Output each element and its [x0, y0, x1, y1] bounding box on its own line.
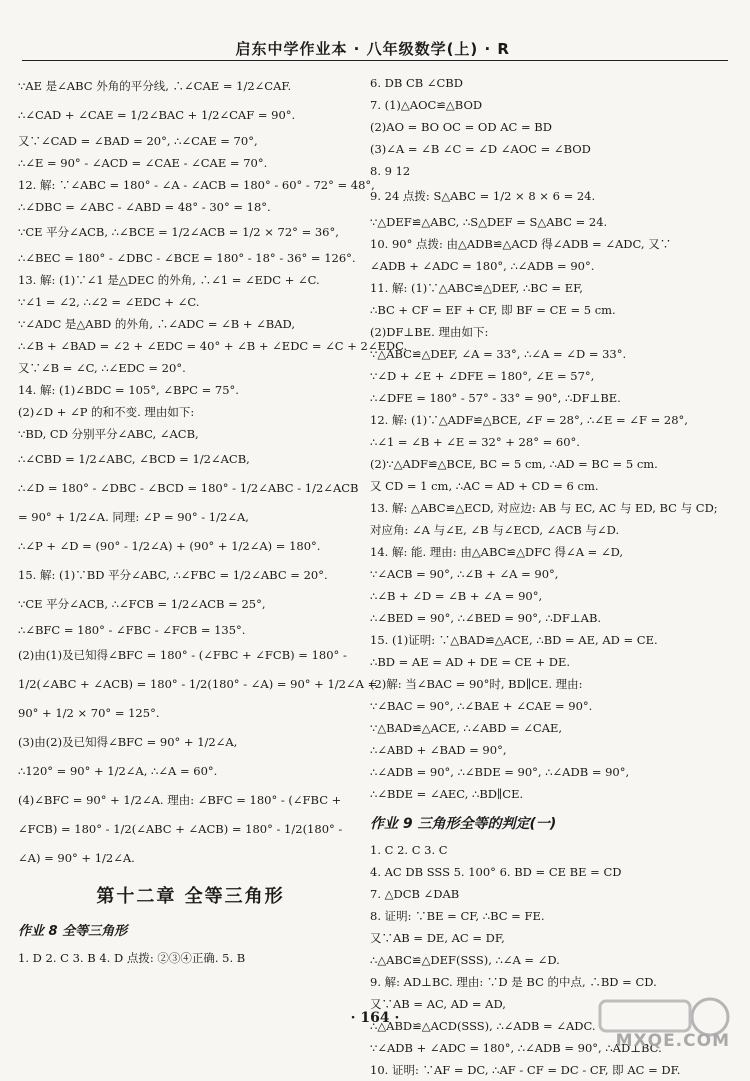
- answer-line: 15. (1)证明: ∵△BAD≌△ACE, ∴BD = AE, AD = CE.: [370, 633, 658, 647]
- answer-line: = 90° + 1/2∠A. 同理: ∠P = 90° - 1/2∠A,: [18, 510, 249, 524]
- answer-line: 10. 90° 点拨: 由△ADB≌△ACD 得∠ADB = ∠ADC, 又∵: [370, 237, 672, 251]
- header-title: 启东中学作业本 · 八年级数学(上) · R: [235, 40, 510, 58]
- answer-line: 10. 证明: ∵AF = DC, ∴AF - CF = DC - CF, 即 AC = DF.: [370, 1063, 681, 1077]
- answer-line: ∴∠B + ∠D = ∠B + ∠A = 90°,: [370, 589, 543, 603]
- right-column: [370, 72, 730, 1081]
- answer-line: 4. AC DB SSS 5. 100° 6. BD = CE BE = CD: [370, 865, 622, 879]
- answer-line: (2)AO = BO OC = OD AC = BD: [370, 120, 552, 134]
- answer-line: ∵AE 是∠ABC 外角的平分线, ∴∠CAE = 1/2∠CAF.: [18, 79, 292, 93]
- answer-line: 8. 证明: ∵BE = CF, ∴BC = FE.: [370, 909, 545, 923]
- page-number: · 164 ·: [350, 1010, 400, 1026]
- answer-line: ∵∠ADC 是△ABD 的外角, ∴∠ADC = ∠B + ∠BAD,: [18, 317, 296, 331]
- answer-line: 11. 解: (1)∵△ABC≌△DEF, ∴BC = EF,: [370, 281, 583, 295]
- answer-line: ∵CE 平分∠ACB, ∴∠BCE = 1/2∠ACB = 1/2 × 72° = 36°,: [18, 225, 339, 239]
- answer-line: ∴∠P + ∠D = (90° - 1/2∠A) + (90° + 1/2∠A) = 180°.: [18, 539, 321, 553]
- answer-line: ∵BD, CD 分别平分∠ABC, ∠ACB,: [18, 427, 199, 441]
- answer-line: ∴∠1 = ∠B + ∠E = 32° + 28° = 60°.: [370, 435, 580, 449]
- answer-line: 又∵AB = AC, AD = AD,: [370, 997, 506, 1011]
- answer-line: ∵∠D + ∠E + ∠DFE = 180°, ∠E = 57°,: [370, 369, 595, 383]
- answer-line: ∠FCB) = 180° - 1/2(∠ABC + ∠ACB) = 180° - 1/2(180° -: [18, 822, 343, 836]
- answer-line: 14. 解: (1)∠BDC = 105°, ∠BPC = 75°.: [18, 383, 239, 397]
- answer-line: 15. 解: (1)∵BD 平分∠ABC, ∴∠FBC = 1/2∠ABC = 20°.: [18, 568, 328, 582]
- answer-line: (2)由(1)及已知得∠BFC = 180° - (∠FBC + ∠FCB) = 180° -: [18, 648, 347, 662]
- section-8-title: 作业 8 全等三角形: [18, 924, 128, 939]
- answer-line: ∵CE 平分∠ACB, ∴∠FCB = 1/2∠ACB = 25°,: [18, 597, 266, 611]
- answer-line: 12. 解: ∵∠ABC = 180° - ∠A - ∠ACB = 180° - 60° - 72° = 48°,: [18, 178, 375, 192]
- answer-line: 1/2(∠ABC + ∠ACB) = 180° - 1/2(180° - ∠A) = 90° + 1/2∠A =: [18, 677, 378, 691]
- answer-line: ∴∠BDE = ∠AEC, ∴BD∥CE.: [370, 787, 524, 801]
- answer-line: ∠A) = 90° + 1/2∠A.: [18, 851, 135, 865]
- answer-line: ∵∠ADB + ∠ADC = 180°, ∴∠ADB = 90°, ∴AD⊥BC.: [370, 1041, 662, 1055]
- answer-line: (2)DF⊥BE. 理由如下:: [370, 325, 489, 339]
- answer-line: 9. 24 点拨: S△ABC = 1/2 × 8 × 6 = 24.: [370, 189, 596, 203]
- section-8-answers: 1. D 2. C 3. B 4. D 点拨: ②③④正确. 5. B: [18, 951, 246, 965]
- answer-line: ∴∠BFC = 180° - ∠FBC - ∠FCB = 135°.: [18, 623, 246, 637]
- answer-line: ∴120° = 90° + 1/2∠A, ∴∠A = 60°.: [18, 764, 218, 778]
- watermark-logo: [570, 995, 740, 1053]
- answer-line: 对应角: ∠A 与∠E, ∠B 与∠ECD, ∠ACB 与∠D.: [370, 523, 620, 537]
- answer-line: 6. DB CB ∠CBD: [370, 76, 463, 90]
- answer-line: 12. 解: (1)∵△ADF≌△BCE, ∠F = 28°, ∴∠E = ∠F = 28°,: [370, 413, 688, 427]
- answer-line: ∴∠DBC = ∠ABC - ∠ABD = 48° - 30° = 18°.: [18, 200, 271, 214]
- answer-line: 14. 解: 能. 理由: 由△ABC≌△DFC 得∠A = ∠D,: [370, 545, 624, 559]
- answer-line: (3)由(2)及已知得∠BFC = 90° + 1/2∠A,: [18, 735, 238, 749]
- answer-line: 7. (1)△AOC≌△BOD: [370, 98, 483, 112]
- answer-line: ∵△DEF≌△ABC, ∴S△DEF = S△ABC = 24.: [370, 215, 608, 229]
- page-header: [0, 0, 750, 62]
- answer-line: 又∵AB = DE, AC = DF,: [370, 931, 505, 945]
- chapter-title: 第十二章 全等三角形: [96, 886, 285, 907]
- answer-line: ∴∠BED = 90°, ∴∠BED = 90°, ∴DF⊥AB.: [370, 611, 602, 625]
- answer-line: (2)∠D + ∠P 的和不变. 理由如下:: [18, 405, 195, 419]
- header-rule: [22, 60, 728, 61]
- answer-line: ∴∠E = 90° - ∠ACD = ∠CAE - ∠CAE = 70°.: [18, 156, 268, 170]
- section-9-title: 作业 9 三角形全等的判定(一): [370, 816, 557, 832]
- answer-line: ∴BD = AE = AD + DE = CE + DE.: [370, 655, 571, 669]
- answer-line: ∴∠ABD + ∠BAD = 90°,: [370, 743, 507, 757]
- answer-line: ∴∠ADB = 90°, ∴∠BDE = 90°, ∴∠ADB = 90°,: [370, 765, 630, 779]
- answer-line: 7. △DCB ∠DAB: [370, 887, 460, 901]
- answer-line: ∴∠CAD + ∠CAE = 1/2∠BAC + 1/2∠CAF = 90°.: [18, 108, 296, 122]
- answer-line: ∵△ABC≌△DEF, ∠A = 33°, ∴∠A = ∠D = 33°.: [370, 347, 627, 361]
- answer-line: 又 CD = 1 cm, ∴AC = AD + CD = 6 cm.: [370, 479, 599, 493]
- answer-line: (3)∠A = ∠B ∠C = ∠D ∠AOC = ∠BOD: [370, 142, 591, 156]
- answer-line: ∴BC + CF = EF + CF, 即 BF = CE = 5 cm.: [370, 303, 616, 317]
- answer-line: ∴∠DFE = 180° - 57° - 33° = 90°, ∴DF⊥BE.: [370, 391, 621, 405]
- right-answer-lines: [370, 72, 730, 805]
- answer-line: ∵∠ACB = 90°, ∴∠B + ∠A = 90°,: [370, 567, 559, 581]
- answer-line: (4)∠BFC = 90° + 1/2∠A. 理由: ∠BFC = 180° - (∠FBC +: [18, 793, 342, 807]
- answer-line: ∴∠CBD = 1/2∠ABC, ∠BCD = 1/2∠ACB,: [18, 452, 250, 466]
- answer-line: 又∵∠B = ∠C, ∴∠EDC = 20°.: [18, 361, 186, 375]
- answer-line: 13. 解: (1)∵∠1 是△DEC 的外角, ∴∠1 = ∠EDC + ∠C.: [18, 273, 320, 287]
- answer-line: ∵∠1 = ∠2, ∴∠2 = ∠EDC + ∠C.: [18, 295, 200, 309]
- answer-line: ∴∠D = 180° - ∠DBC - ∠BCD = 180° - 1/2∠ABC - 1/2∠ACB: [18, 481, 359, 495]
- answer-line: 又∵∠CAD = ∠BAD = 20°, ∴∠CAE = 70°,: [18, 134, 258, 148]
- answer-line: ∴△ABC≌△DEF(SSS), ∴∠A = ∠D.: [370, 953, 560, 967]
- answer-line: (2)解: 当∠BAC = 90°时, BD∥CE. 理由:: [370, 677, 583, 691]
- answer-line: ∵△BAD≌△ACE, ∴∠ABD = ∠CAE,: [370, 721, 563, 735]
- answer-line: ∠ADB + ∠ADC = 180°, ∴∠ADB = 90°.: [370, 259, 595, 273]
- answer-line: 8. 9 12: [370, 164, 411, 178]
- answer-line: 90° + 1/2 × 70° = 125°.: [18, 706, 160, 720]
- answer-line: ∴∠B + ∠BAD = ∠2 + ∠EDC = 40° + ∠B + ∠EDC = ∠C + 2∠EDC.: [18, 339, 408, 353]
- answer-line: 9. 解: AD⊥BC. 理由: ∵D 是 BC 的中点, ∴BD = CD.: [370, 975, 657, 989]
- answer-line: 13. 解: △ABC≌△ECD, 对应边: AB 与 EC, AC 与 ED, BC 与 CD;: [370, 501, 718, 515]
- answer-line: (2)∵△ADF≌△BCE, BC = 5 cm, ∴AD = BC = 5 cm.: [370, 457, 658, 471]
- answer-line: 1. C 2. C 3. C: [370, 843, 448, 857]
- answer-line: ∴∠BEC = 180° - ∠DBC - ∠BCE = 180° - 18° - 36° = 126°.: [18, 251, 356, 265]
- answer-line: ∴△ABD≌△ACD(SSS), ∴∠ADB = ∠ADC.: [370, 1019, 596, 1033]
- answer-line: ∵∠BAC = 90°, ∴∠BAE + ∠CAE = 90°.: [370, 699, 593, 713]
- watermark-url: MXQE.COM: [615, 1031, 730, 1051]
